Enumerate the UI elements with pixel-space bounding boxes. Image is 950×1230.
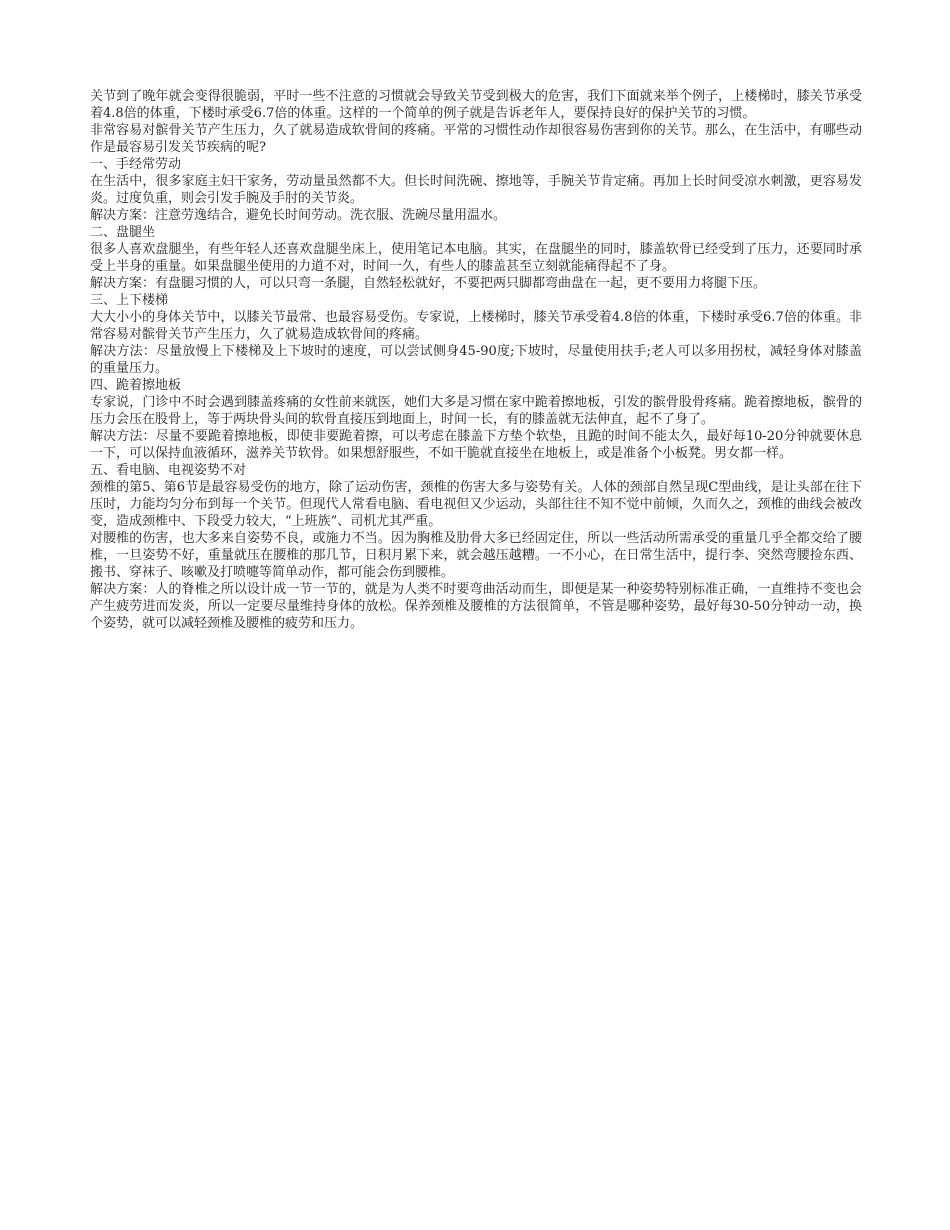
section-2-solution: 解决方案：有盘腿习惯的人，可以只弯一条腿，自然轻松就好，不要把两只脚都弯曲盘在一起，更不要用力将腿下压。	[90, 276, 767, 291]
section-4-body: 专家说，门诊中不时会遇到膝盖疼痛的女性前来就医，她们大多是习惯在家中跪着擦地板，引发的髌骨股骨疼痛。跪着擦地板，髌骨的压力会压在股骨上，等于两块骨头间的软骨直接压到地面上，时间一长，有的膝盖就无法伸直，起不了身了。	[90, 395, 862, 427]
section-heading-1: 一、手经常劳动	[90, 157, 182, 172]
document-body	[90, 88, 862, 632]
paragraph-intro-2: 非常容易对髌骨关节产生压力，久了就易造成软骨间的疼痛。平常的习惯性动作却很容易伤害到你的关节。那么，在生活中，有哪些动作是最容易引发关节疾病的呢?	[90, 123, 862, 155]
section-3-solution: 解决方法：尽量放慢上下楼梯及上下坡时的速度，可以尝试侧身45-90度;下坡时，尽量使用扶手;老人可以多用拐杖，减轻身体对膝盖的重量压力。	[90, 344, 862, 376]
section-1-body: 在生活中，很多家庭主妇干家务，劳动量虽然都不大。但长时间洗碗、擦地等，手腕关节肯定痛。再加上长时间受凉水刺激，更容易发炎。过度负重，则会引发手腕及手肘的关节炎。	[90, 174, 862, 206]
section-2-body: 很多人喜欢盘腿坐，有些年轻人还喜欢盘腿坐床上，使用笔记本电脑。其实，在盘腿坐的同时，膝盖软骨已经受到了压力，还要同时承受上半身的重量。如果盘腿坐使用的力道不对，时间一久，有些人的膝盖甚至立刻就能痛得起不了身。	[90, 242, 862, 274]
section-heading-4: 四、跪着擦地板	[90, 378, 182, 393]
section-5-solution: 解决方案：人的脊椎之所以设计成一节一节的，就是为人类不时要弯曲活动而生，即便是某一种姿势特别标准正确，一直维持不变也会产生疲劳进而发炎，所以一定要尽量维持身体的放松。保养颈椎及腰椎的方法很简单，不管是哪种姿势，最好每30-50分钟动一动，换个姿势，就可以减轻颈椎及腰椎的疲劳和压力。	[90, 582, 862, 631]
section-heading-5: 五、看电脑、电视姿势不对	[90, 463, 247, 478]
section-5-body: 颈椎的第5、第6节是最容易受伤的地方，除了运动伤害，颈椎的伤害大多与姿势有关。人体的颈部自然呈现C型曲线，是让头部在往下压时，力能均匀分布到每一个关节。但现代人常看电脑、看电视但又少运动，头部往往不知不觉中前倾，久而久之，颈椎的曲线会被改变，造成颈椎中、下段受力较大，“上班族”、司机尤其严重。	[90, 480, 862, 529]
paragraph-intro: 关节到了晚年就会变得很脆弱，平时一些不注意的习惯就会导致关节受到极大的危害，我们下面就来举个例子，上楼梯时，膝关节承受着4.8倍的体重，下楼时承受6.7倍的体重。这样的一个简单的例子就是告诉老年人，要保持良好的保护关节的习惯。	[90, 89, 862, 121]
section-5-body-2: 对腰椎的伤害，也大多来自姿势不良，或施力不当。因为胸椎及肋骨大多已经固定住，所以一些活动所需承受的重量几乎全都交给了腰椎，一旦姿势不好，重量就压在腰椎的那几节，日积月累下来，就会越压越糟。一不小心，在日常生活中，提行李、突然弯腰捡东西、搬书、穿袜子、咳嗽及打喷嚏等简单动作，都可能会伤到腰椎。	[90, 531, 862, 580]
section-3-body: 大大小小的身体关节中，以膝关节最常、也最容易受伤。专家说，上楼梯时，膝关节承受着4.8倍的体重，下楼时承受6.7倍的体重。非常容易对髌骨关节产生压力，久了就易造成软骨间的疼痛。	[90, 310, 862, 342]
section-heading-2: 二、盘腿坐	[90, 225, 156, 240]
section-4-solution: 解决方法：尽量不要跪着擦地板，即使非要跪着擦，可以考虑在膝盖下方垫个软垫，且跪的时间不能太久，最好每10-20分钟就要休息一下，可以保持血液循环，滋养关节软骨。如果想舒服些，不如干脆就直接坐在地板上，或是准备个小板凳。男女都一样。	[90, 429, 862, 461]
section-heading-3: 三、上下楼梯	[90, 293, 169, 308]
section-1-solution: 解决方案：注意劳逸结合，避免长时间劳动。洗衣服、洗碗尽量用温水。	[90, 208, 507, 223]
